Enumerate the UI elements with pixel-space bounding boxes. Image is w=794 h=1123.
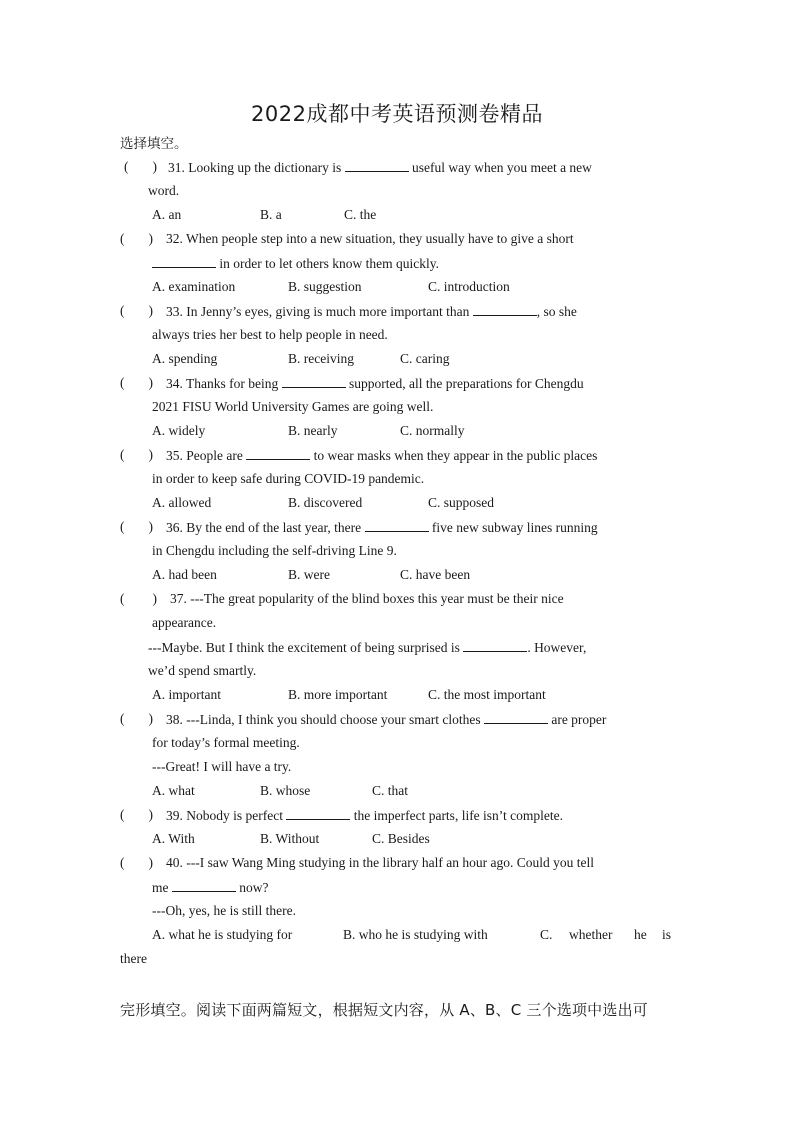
option-a: A. had been bbox=[152, 567, 217, 582]
option-b: B. Without bbox=[260, 831, 320, 846]
option-a: A. an bbox=[152, 207, 182, 222]
answer-blank bbox=[463, 638, 527, 652]
option-b: B. discovered bbox=[288, 495, 363, 510]
option-c-word-2: he bbox=[634, 927, 647, 942]
option-c-wrap: there bbox=[120, 951, 147, 966]
question-38-line-2: for today’s formal meeting. bbox=[152, 735, 300, 750]
option-a: A. important bbox=[152, 687, 221, 702]
answer-bracket-40: ( ) bbox=[120, 855, 153, 870]
answer-blank bbox=[345, 158, 409, 172]
option-c: C. caring bbox=[400, 351, 450, 366]
option-a: A. what he is studying for bbox=[152, 927, 293, 942]
cloze-section-instructions: 完形填空。阅读下面两篇短文，根据短文内容，从 A、B、C 三个选项中选出可 bbox=[120, 1001, 648, 1019]
option-a: A. widely bbox=[152, 423, 206, 438]
answer-bracket-39: ( ) bbox=[120, 807, 153, 822]
question-36-line-2: in Chengdu including the self-driving Line 9. bbox=[152, 543, 397, 558]
option-c: C. normally bbox=[400, 423, 465, 438]
answer-blank bbox=[286, 806, 350, 820]
question-37-line-3: ---Maybe. But I think the excitement of being surprised is . However, bbox=[148, 640, 587, 655]
answer-blank bbox=[365, 518, 429, 532]
option-b: B. more important bbox=[288, 687, 388, 702]
answer-bracket-31: ( ) bbox=[124, 159, 157, 174]
answer-bracket-35: ( ) bbox=[120, 447, 153, 462]
question-31-line-2: word. bbox=[148, 183, 180, 198]
answer-bracket-37: ( ) bbox=[120, 591, 157, 606]
answer-blank bbox=[172, 878, 236, 892]
page-title: 2022成都中考英语预测卷精品 bbox=[251, 102, 543, 126]
question-40-line-1: 40. ---I saw Wang Ming studying in the library half an hour ago. Could you tell bbox=[166, 855, 594, 870]
answer-blank bbox=[246, 446, 310, 460]
option-b: B. suggestion bbox=[288, 279, 362, 294]
question-39-line-1: 39. Nobody is perfect the imperfect parts, life isn’t complete. bbox=[166, 808, 564, 823]
option-b: B. a bbox=[260, 207, 282, 222]
question-32-line-2: in order to let others know them quickly. bbox=[152, 254, 439, 273]
answer-bracket-33: ( ) bbox=[120, 303, 153, 318]
option-c-letter: C. bbox=[540, 927, 553, 942]
option-c: C. that bbox=[372, 783, 408, 798]
option-b: B. receiving bbox=[288, 351, 354, 366]
question-37-line-4: we’d spend smartly. bbox=[148, 663, 257, 678]
question-34-line-2: 2021 FISU World University Games are going well. bbox=[152, 399, 434, 414]
option-a: A. With bbox=[152, 831, 195, 846]
option-c: C. supposed bbox=[428, 495, 495, 510]
option-c-word-3: is bbox=[662, 927, 672, 942]
option-c: C. the most important bbox=[428, 687, 546, 702]
answer-blank bbox=[473, 302, 537, 316]
question-34-line-1: 34. Thanks for being supported, all the preparations for Chengdu bbox=[166, 376, 584, 391]
question-40-line-2: me now? bbox=[152, 880, 269, 895]
question-35-line-2: in order to keep safe during COVID-19 pandemic. bbox=[152, 471, 425, 486]
answer-bracket-36: ( ) bbox=[120, 519, 153, 534]
option-c-word-1: whether bbox=[569, 927, 613, 942]
answer-blank bbox=[282, 374, 346, 388]
option-a: A. examination bbox=[152, 279, 236, 294]
option-b: B. were bbox=[288, 567, 330, 582]
question-36-line-1: 36. By the end of the last year, there five new subway lines running bbox=[166, 520, 598, 535]
option-c: C. introduction bbox=[428, 279, 510, 294]
answer-bracket-38: ( ) bbox=[120, 711, 153, 726]
option-a: A. allowed bbox=[152, 495, 212, 510]
question-32-line-1: 32. When people step into a new situation, they usually have to give a short bbox=[166, 231, 574, 246]
section-heading: 选择填空。 bbox=[120, 136, 188, 152]
option-c: C. Besides bbox=[372, 831, 430, 846]
option-c: C. have been bbox=[400, 567, 471, 582]
question-33-line-1: 33. In Jenny’s eyes, giving is much more important than , so she bbox=[166, 304, 577, 319]
answer-bracket-32: ( ) bbox=[120, 231, 153, 246]
question-40-line-3: ---Oh, yes, he is still there. bbox=[152, 903, 296, 918]
question-37-line-1: 37. ---The great popularity of the blind boxes this year must be their nice bbox=[170, 591, 564, 606]
option-b: B. whose bbox=[260, 783, 311, 798]
question-38-line-3: ---Great! I will have a try. bbox=[152, 759, 292, 774]
answer-blank bbox=[152, 254, 216, 268]
question-33-line-2: always tries her best to help people in need. bbox=[152, 327, 388, 342]
question-35-line-1: 35. People are to wear masks when they appear in the public places bbox=[166, 448, 598, 463]
question-37-line-2: appearance. bbox=[152, 615, 217, 630]
question-31-line-1: 31. Looking up the dictionary is useful way when you meet a new bbox=[168, 160, 592, 175]
option-a: A. spending bbox=[152, 351, 218, 366]
option-b: B. nearly bbox=[288, 423, 338, 438]
answer-blank bbox=[484, 710, 548, 724]
answer-bracket-34: ( ) bbox=[120, 375, 153, 390]
option-b: B. who he is studying with bbox=[343, 927, 488, 942]
question-38-line-1: 38. ---Linda, I think you should choose your smart clothes are proper bbox=[166, 712, 607, 727]
option-c: C. the bbox=[344, 207, 377, 222]
option-a: A. what bbox=[152, 783, 195, 798]
